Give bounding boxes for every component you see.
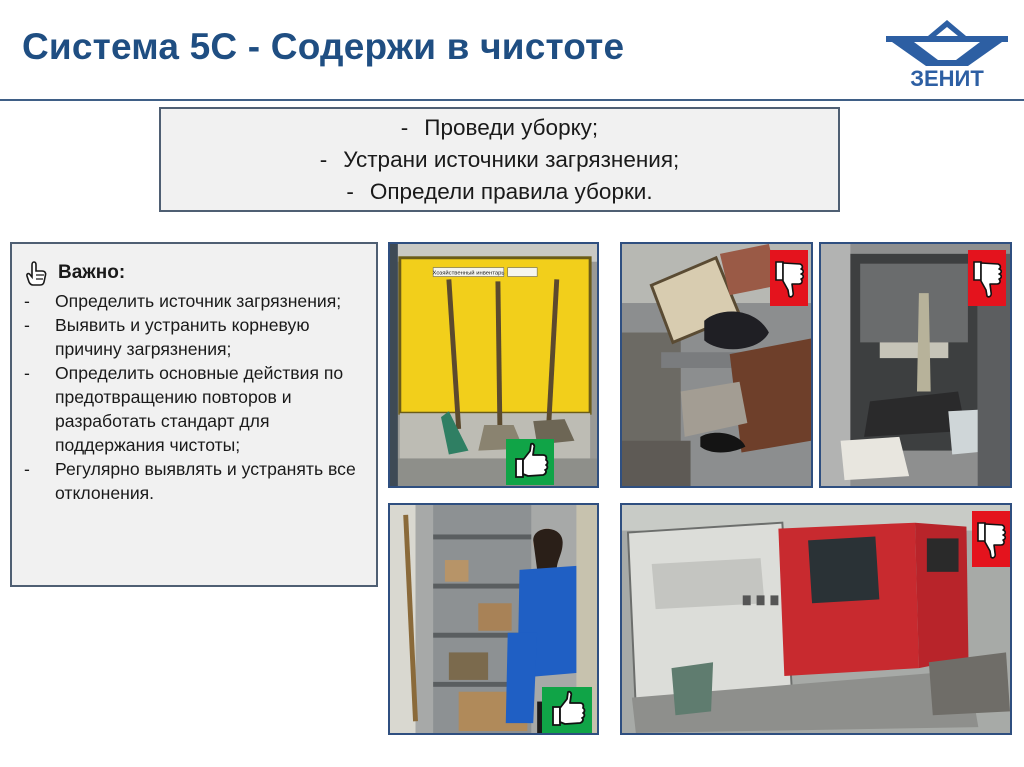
thumbs-down-icon xyxy=(770,250,808,306)
pointing-hand-icon xyxy=(24,260,50,286)
rules-box xyxy=(159,107,840,212)
list-dash: - xyxy=(24,459,30,479)
rule-line xyxy=(320,144,680,176)
list-item xyxy=(24,457,366,505)
photo-worker-shelving xyxy=(388,503,599,735)
photo-cluttered-workbench xyxy=(620,242,813,488)
thumbs-up-badge xyxy=(506,439,554,485)
photo-cleaning-tools xyxy=(388,242,599,488)
thumbs-up-badge xyxy=(542,687,592,733)
photo-dirty-lathe xyxy=(620,503,1012,735)
list-item-text: Определить основные действия по предотвращению повторов и разработать стандарт для поддержания чистоты; xyxy=(55,363,344,455)
list-dash: - xyxy=(24,363,30,383)
photo-dirty-machine xyxy=(819,242,1012,488)
list-item-text: Определить источник загрязнения; xyxy=(55,291,342,311)
list-item xyxy=(24,361,366,457)
logo-text: ЗЕНИТ xyxy=(910,66,984,90)
important-note-box xyxy=(10,242,378,587)
zenit-logo xyxy=(884,16,1010,90)
rule-dash: - xyxy=(346,178,354,204)
rule-line xyxy=(346,176,652,208)
slide-title: Система 5С - Содержи в чистоте xyxy=(22,26,625,67)
rule-text: Определи правила уборки. xyxy=(369,178,653,204)
list-dash: - xyxy=(24,291,30,311)
thumbs-down-badge xyxy=(968,250,1006,306)
photo-sign-text: Хозяйственный инвентарь xyxy=(432,270,505,277)
list-item xyxy=(24,313,366,361)
thumbs-up-icon xyxy=(506,439,554,485)
note-heading-text: Важно: xyxy=(58,262,126,283)
note-list xyxy=(24,289,366,505)
thumbs-down-icon xyxy=(968,250,1006,306)
dirty-lathe-scene xyxy=(622,505,1010,733)
title-divider xyxy=(0,99,1024,101)
rule-line xyxy=(401,112,598,144)
list-item xyxy=(24,289,366,313)
thumbs-up-icon xyxy=(542,687,592,733)
list-dash: - xyxy=(24,315,30,335)
list-item-text: Регулярно выявлять и устранять все отклонения. xyxy=(55,459,356,503)
rule-text: Устрани источники загрязнения; xyxy=(343,146,680,172)
thumbs-down-badge xyxy=(770,250,808,306)
rule-dash: - xyxy=(319,146,328,172)
note-heading xyxy=(24,260,366,286)
thumbs-down-icon xyxy=(972,511,1010,567)
rule-dash: - xyxy=(400,114,409,140)
rule-text: Проведи уборку; xyxy=(424,114,599,140)
thumbs-down-badge xyxy=(972,511,1010,567)
list-item-text: Выявить и устранить корневую причину загрязнения; xyxy=(55,315,310,359)
cleaning-tools-scene xyxy=(390,244,597,486)
